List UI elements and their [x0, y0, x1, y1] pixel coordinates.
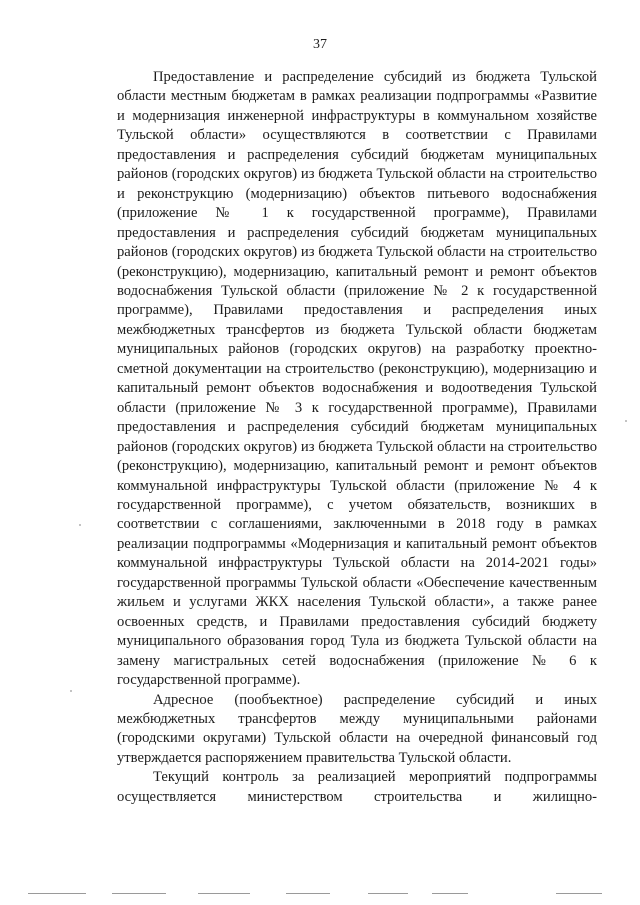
scan-artifact-line [28, 893, 86, 894]
scan-artifact-line [198, 893, 250, 894]
paragraph-subsidy-rules: Предоставление и распределение субсидий из бюджета Тульской области местным бюджетам в рамках реализации подпрограммы «Развитие и модернизация инженерной инфраструктуры в коммунальном хозяйстве Тульской области» осуществляются в соответствии с Правилами предоставления и распределения субсидий бюджетам муниципальных районов (городских округов) из бюджета Тульской области на строительство и реконструкцию (модернизацию) объектов питьевого водоснабжения (приложение № 1 к государственной программе), Правилами предоставления и распределения субсидий бюджетам муниципальных районов (городских округов) из бюджета Тульской области на строительство (реконструкцию), модернизацию, капитальный ремонт и ремонт объектов водоснабжения Тульской области (приложение № 2 к государственной программе), Правилами предоставления и распределения иных межбюджетных трансфертов из бюджета Тульской области бюджетам муниципальных районов (городских округов) на разработку проектно-сметной документации на строительство (реконструкцию), модернизацию и капитальный ремонт объектов водоснабжения и водоотведения Тульской области (приложение № 3 к государственной программе), Правилами предоставления и распределения субсидий бюджетам муниципальных районов (городских округов) из бюджета Тульской области на строительство (реконструкцию), модернизацию, капитальный ремонт и ремонт объектов коммунальной инфраструктуры Тульской области (приложение № 4 к государственной программе), с учетом обязательств, возникших в соответствии с соглашениями, заключенными в 2018 году в рамках реализации подпрограммы «Модернизация и капитальный ремонт объектов коммунальной инфраструктуры Тульской области на 2014-2021 годы» государственной программы Тульской области «Обеспечение качественным жильем и услугами ЖКХ населения Тульской области», а также ранее освоенных средств, и Правилами предоставления субсидий бюджету муниципального образования город Тула из бюджета Тульской области на замену магистральных сетей водоснабжения (приложение № 6 к государственной программе). [117, 69, 597, 689]
paragraph-targeted-distribution: Адресное (пообъектное) распределение субсидий и иных межбюджетных трансфертов между муниципальными районами (городскими округами) Тульской области на очередной финансовый год утверждается распоряжением правительства Тульской области. [117, 691, 597, 766]
page-number: 37 [313, 37, 327, 52]
scan-artifact-line [286, 893, 330, 894]
scan-artifact-line [112, 893, 166, 894]
document-body [117, 68, 597, 807]
scan-artifact-line [368, 893, 408, 894]
scan-artifact-speck [70, 690, 72, 692]
scan-artifact-speck [625, 420, 627, 422]
scan-artifact-line [556, 893, 602, 894]
scan-artifact-speck [79, 524, 81, 526]
scan-artifact-line [432, 893, 468, 894]
paragraph-current-control: Текущий контроль за реализацией мероприятий подпрограммы осуществляется министерством строительства и жилищно- [117, 769, 597, 805]
